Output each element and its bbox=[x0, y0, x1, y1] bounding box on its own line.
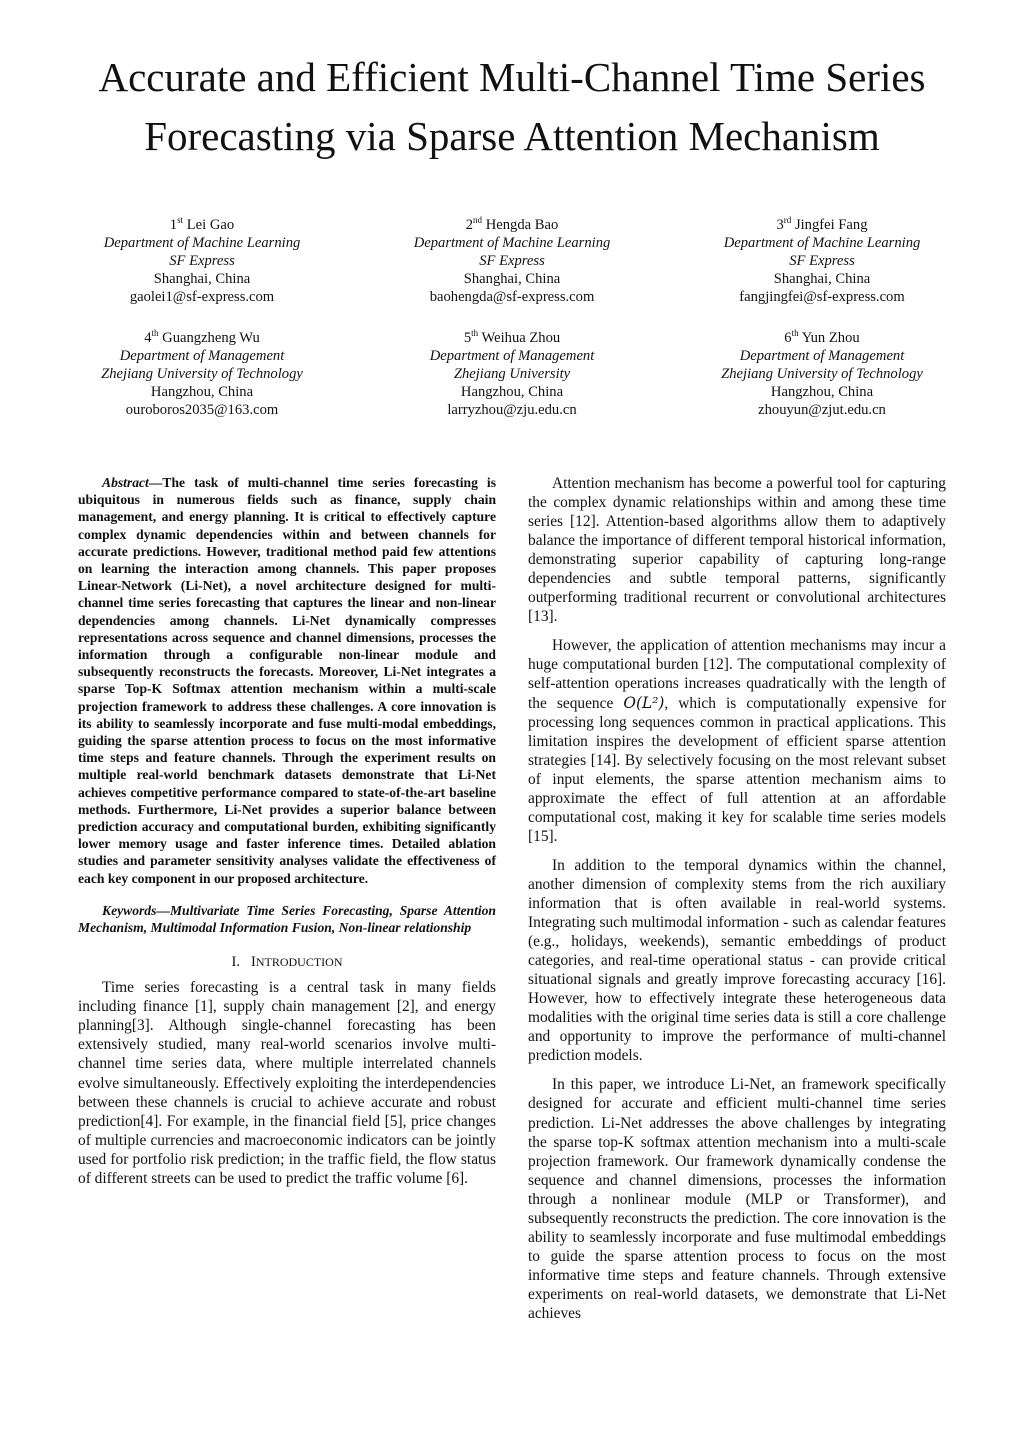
author-location: Shanghai, China bbox=[153, 271, 251, 287]
author-name: Lei Gao bbox=[186, 217, 235, 233]
intro-paragraph-1: Time series forecasting is a central task in many fields including finance [1], supply chain management [2], and energy planning[3]. Although single-channel forecasting has been extensively studied, many real-world scenarios involve multi-channel time series data, where multiple interrelated channels evolve simultaneously. Effectively exploiting the interdependencies between these channels is crucial to achieve accurate and robust prediction[4]. For example, in the financial field [5], price changes of multiple currencies and macroeconomic indicators can be jointly used for portfolio risk prediction; in the traffic field, the flow status of different streets can be used to predict the traffic volume [6]. bbox=[78, 979, 496, 1187]
author-location: Hangzhou, China bbox=[770, 384, 874, 400]
author-institution: SF Express bbox=[169, 253, 235, 269]
author-block-1 bbox=[52, 216, 352, 306]
author-email: ouroboros2035@163.com bbox=[125, 402, 279, 418]
keywords: Keywords—Multivariate Time Series Forecasting, Sparse Attention Mechanism, Multimodal Information Fusion, Non-linear relationship bbox=[78, 902, 496, 936]
author-name-line: 4th Guangzheng Wu bbox=[144, 328, 260, 346]
author-name-line: 5th Weihua Zhou bbox=[463, 328, 561, 346]
author-name: Hengda Bao bbox=[485, 217, 559, 233]
author-institution: SF Express bbox=[479, 253, 545, 269]
author-institution: Zhejiang University bbox=[453, 366, 571, 382]
complexity-formula: O(L²) bbox=[623, 693, 665, 712]
author-institution: Zhejiang University of Technology bbox=[101, 366, 303, 382]
keywords-text: Multivariate Time Series Forecasting, Sparse Attention Mechanism, Multimodal Information Fusion, Non-linear relationship bbox=[78, 902, 496, 936]
paper-title bbox=[60, 48, 964, 166]
author-block-2 bbox=[362, 216, 662, 306]
author-department: Department of Management bbox=[739, 348, 905, 364]
author-location: Hangzhou, China bbox=[460, 384, 564, 400]
author-name-line: 2nd Hengda Bao bbox=[465, 215, 559, 233]
author-name: Yun Zhou bbox=[801, 330, 860, 346]
author-department: Department of Machine Learning bbox=[723, 235, 921, 251]
author-name: Guangzheng Wu bbox=[162, 330, 260, 346]
author-name-line: 3rd Jingfei Fang bbox=[776, 215, 868, 233]
author-email: baohengda@sf-express.com bbox=[429, 289, 595, 305]
author-name: Weihua Zhou bbox=[481, 330, 561, 346]
author-email: zhouyun@zjut.edu.cn bbox=[758, 402, 886, 418]
author-department: Department of Management bbox=[119, 348, 285, 364]
author-department: Department of Machine Learning bbox=[413, 235, 611, 251]
body-paragraph-li-net: In this paper, we introduce Li-Net, an framework specifically designed for accurate and efficient multi-channel time series prediction. Li-Net addresses the above challenges by integrating the sparse top-K softmax attention mechanism into a multi-scale projection framework. Our framework dynamically condense the sequence and channel dimensions, processes the information through a nonlinear module (MLP or Transformer), and subsequently reconstructs the prediction. The core innovation is the ability to seamlessly incorporate and fuse multimodal embeddings to guide the sparse attention process to focus on the most informative time steps and feature channels. Through extensive experiments on real-world datasets, we demonstrate that Li-Net achieves bbox=[528, 1076, 946, 1322]
keywords-label: Keywords bbox=[102, 902, 157, 918]
left-column bbox=[78, 474, 496, 1188]
author-institution: Zhejiang University of Technology bbox=[721, 366, 923, 382]
abstract-text: The task of multi-channel time series forecasting is ubiquitous in numerous fields such as finance, supply chain management, and energy planning. It is critical to effectively capture complex dynamic dependencies within and between channels for accurate predictions. However, traditional method paid few attentions on learning the interaction among channels. This paper proposes Linear-Network (Li-Net), a novel architecture designed for multi-channel time series forecasting that captures the linear and non-linear dependencies among channels. Li-Net dynamically compresses representations across sequence and channel dimensions, processes the information through a configurable non-linear module and subsequently reconstructs the forecasts. Moreover, Li-Net integrates a sparse Top-K Softmax attention mechanism within a multi-scale projection framework to address these challenges. A core innovation is its ability to seamlessly incorporate and fuse multi-modal embeddings, guiding the sparse attention process to focus on the most informative time steps and feature channels. Through the experiment results on multiple real-world benchmark datasets demonstrate that Li-Net achieves competitive performance compared to state-of-the-art baseline methods. Furthermore, Li-Net provides a superior balance between prediction accuracy and computational burden, exhibiting significantly lower memory usage and faster inference times. Detailed ablation studies and parameter sensitivity analyses validate the effectiveness of each key component in our proposed architecture. bbox=[78, 475, 496, 886]
author-name-line: 6th Yun Zhou bbox=[784, 328, 860, 346]
author-location: Shanghai, China bbox=[463, 271, 561, 287]
title-line-1: Accurate and Efficient Multi-Channel Time Series bbox=[98, 54, 926, 100]
author-email: larryzhou@zju.edu.cn bbox=[447, 402, 577, 418]
author-department: Department of Machine Learning bbox=[103, 235, 301, 251]
author-institution: SF Express bbox=[789, 253, 855, 269]
author-email: gaolei1@sf-express.com bbox=[129, 289, 275, 305]
author-email: fangjingfei@sf-express.com bbox=[739, 289, 905, 305]
body-paragraph-attention: Attention mechanism has become a powerful tool for capturing the complex dynamic relationships within and among these time series [12]. Attention-based algorithms allow them to adaptively balance the importance of different temporal historical information, demonstrating superior capability of capturing long-range dependencies and subtle temporal patterns, significantly outperforming traditional recurrent or convolutional architectures [13]. bbox=[528, 475, 946, 626]
author-block-6 bbox=[672, 329, 972, 419]
author-name: Jingfei Fang bbox=[794, 217, 868, 233]
body-paragraph-complexity: However, the application of attention mechanisms may incur a huge computational burden [12]. The computational complexity of self-attention operations increases quadratically with the length of the sequence O(L²), which is computationally expensive for processing long sequences common in practical applications. This limitation inspires the development of efficient sparse attention strategies [14]. By selectively focusing on the most relevant subset of input elements, the sparse attention mechanism aims to approximate the effect of full attention at an affordable computational cost, making it key for scalable time series models [15]. bbox=[528, 637, 946, 845]
author-name-line: 1st Lei Gao bbox=[169, 215, 235, 233]
section-heading-introduction: I. INTRODUCTION bbox=[231, 954, 343, 971]
abstract-label: Abstract bbox=[102, 475, 149, 490]
author-department: Department of Management bbox=[429, 348, 595, 364]
author-block-4 bbox=[52, 329, 352, 419]
right-column bbox=[528, 474, 946, 1323]
title-line-2: Forecasting via Sparse Attention Mechanism bbox=[144, 113, 880, 159]
body-paragraph-multimodal: In addition to the temporal dynamics within the channel, another dimension of complexity stems from the rich auxiliary information that is often available in real-world systems. Integrating such multimodal information - such as calendar features (e.g., holidays, weekends), semantic embeddings of product categories, and real-time operational status - can provide critical situational signals and greatly improve forecasting accuracy [16]. However, how to effectively integrate these heterogeneous data modalities with the original time series data is still a core challenge and opportunity to improve the performance of multi-channel prediction models. bbox=[528, 856, 946, 1065]
author-block-5 bbox=[362, 329, 662, 419]
author-location: Shanghai, China bbox=[773, 271, 871, 287]
author-block-3 bbox=[672, 216, 972, 306]
author-location: Hangzhou, China bbox=[150, 384, 254, 400]
abstract: Abstract—The task of multi-channel time series forecasting is ubiquitous in numerous fields such as finance, supply chain management, and energy planning. It is critical to effectively capture complex dynamic dependencies within and between channels for accurate predictions. However, traditional method paid few attentions on learning the interaction among channels. This paper proposes Linear-Network (Li-Net), a novel architecture designed for multi-channel time series forecasting that captures the linear and non-linear dependencies among channels. Li-Net dynamically compresses representations across sequence and channel dimensions, processes the information through a configurable non-linear module and subsequently reconstructs the forecasts. Moreover, Li-Net integrates a sparse Top-K Softmax attention mechanism within a multi-scale projection framework to address these challenges. A core innovation is its ability to seamlessly incorporate and fuse multi-modal embeddings, guiding the sparse attention process to focus on the most informative time steps and feature channels. Through the experiment results on multiple real-world benchmark datasets demonstrate that Li-Net achieves competitive performance compared to state-of-the-art baseline methods. Furthermore, Li-Net provides a superior balance between prediction accuracy and computational burden, exhibiting significantly lower memory usage and faster inference times. Detailed ablation studies and parameter sensitivity analyses validate the effectiveness of each key component in our proposed architecture. bbox=[78, 475, 496, 886]
